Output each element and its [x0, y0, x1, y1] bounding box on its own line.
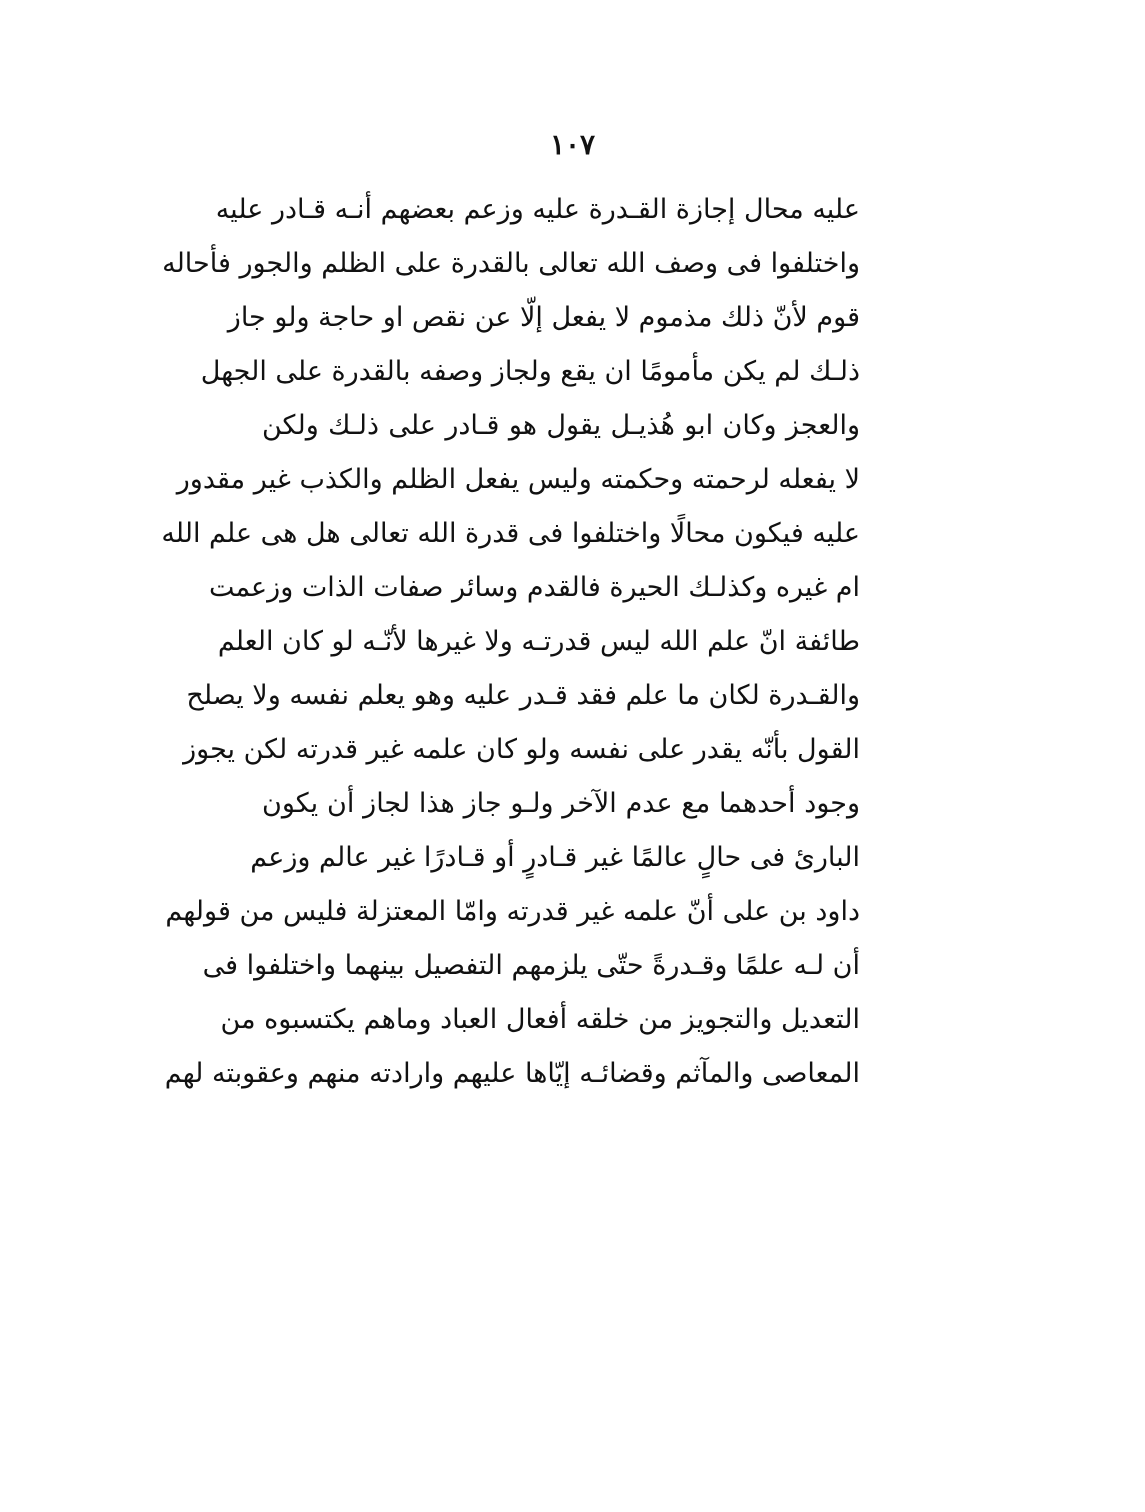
text-line: ذلـك لم يكن مأمومًا ان يقع ولجاز وصفه بالقدرة على الجهل [200, 356, 860, 387]
body-text [161, 183, 860, 1101]
text-line: لا يفعله لرحمته وحكمته وليس يفعل الظلم والكذب غير مقدور [176, 464, 860, 495]
text-line: عليه فيكون محالًا واختلفوا فى قدرة الله تعالى هل هى علم الله [161, 518, 860, 549]
text-line: والقـدرة لكان ما علم فقد قـدر عليه وهو يعلم نفسه ولا يصلح [186, 680, 860, 711]
text-line: طائفة انّ علم الله ليس قدرتـه ولا غيرها لأنّـه لو كان العلم [217, 626, 860, 657]
text-line: عليه محال إجازة القـدرة عليه وزعم بعضهم أنـه قـادر عليه [215, 194, 860, 225]
text-line: ام غيره وكذلـك الحيرة فالقدم وسائر صفات الذات وزعمت [208, 572, 860, 603]
text-line: والعجز وكان ابو هُذيـل يقول هو قـادر على ذلـك ولكن [262, 410, 860, 441]
page-number: ١٠٧ [549, 128, 596, 161]
text-line: داود بن على أنّ علمه غير قدرته وامّا المعتزلة فليس من قولهم [165, 896, 860, 927]
text-line: قوم لأنّ ذلك مذموم لا يفعل إلّا عن نقص او حاجة ولو جاز [227, 302, 860, 333]
text-line: وجود أحدهما مع عدم الآخر ولـو جاز هذا لجاز أن يكون [262, 788, 860, 819]
text-line: التعديل والتجويز من خلقه أفعال العباد وماهم يكتسبوه من [220, 1004, 860, 1035]
text-line: البارئ فى حالٍ عالمًا غير قـادرٍ أو قـادرًا غير عالم وزعم [250, 842, 860, 873]
text-line: أن لـه علمًا وقـدرةً حتّى يلزمهم التفصيل بينهما واختلفوا فى [202, 950, 860, 981]
text-line: القول بأنّه يقدر على نفسه ولو كان علمه غير قدرته لكن يجوز [183, 734, 860, 765]
text-line: المعاصى والمآثم وقضائـه إيّاها عليهم وارادته منهم وعقوبته لهم [164, 1058, 860, 1089]
text-line: واختلفوا فى وصف الله تعالى بالقدرة على الظلم والجور فأحاله [162, 248, 860, 279]
